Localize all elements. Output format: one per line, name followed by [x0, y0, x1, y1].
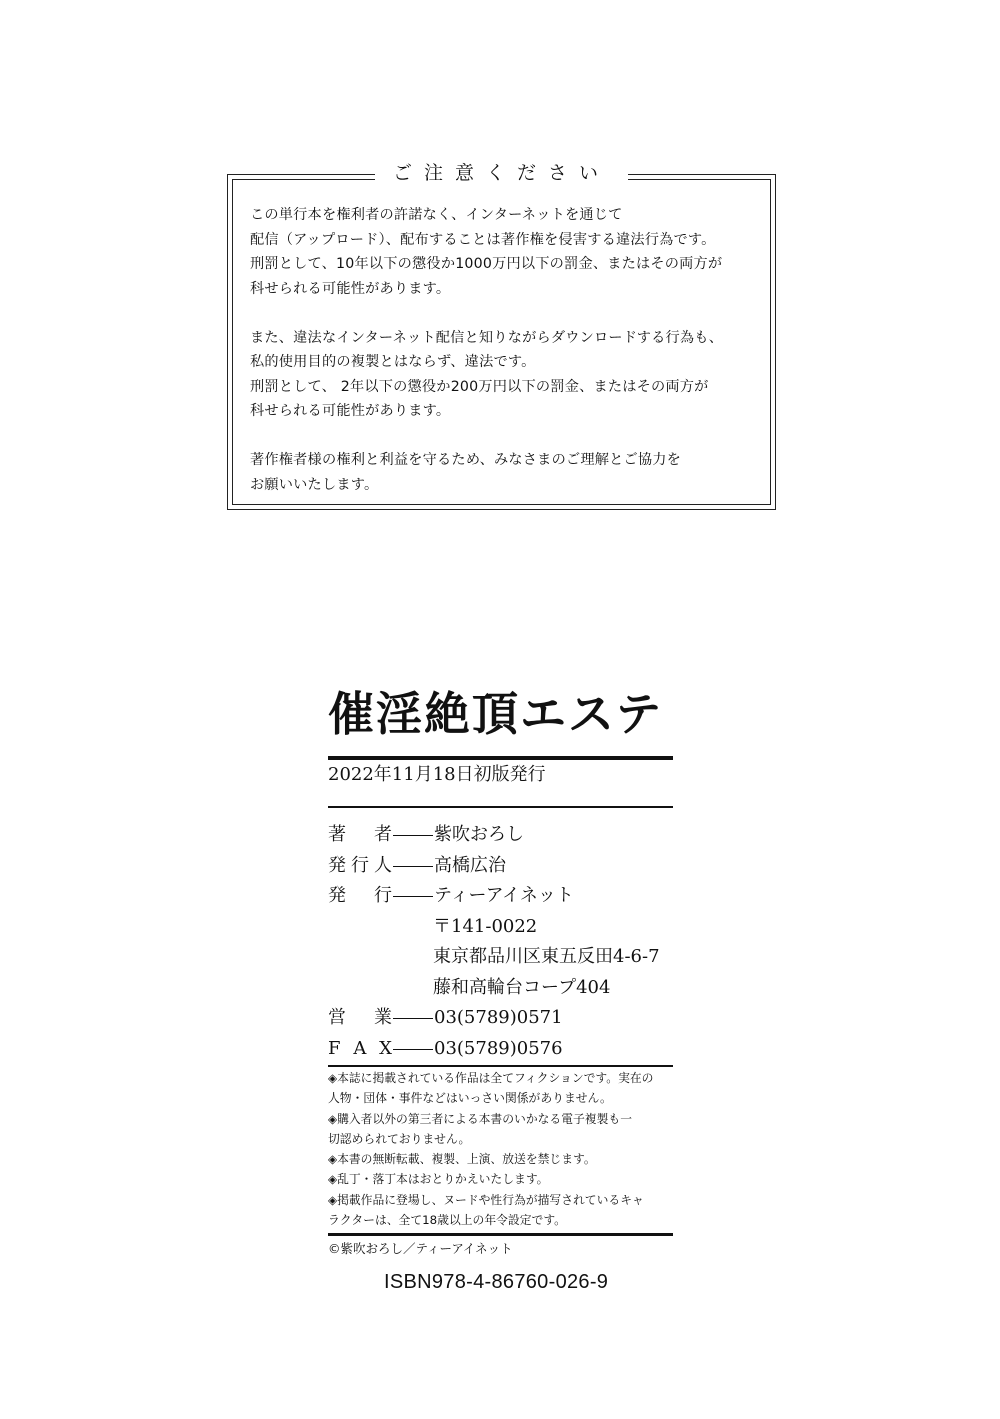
credit-dash [393, 820, 433, 836]
credit-label-char: 著 [328, 824, 346, 845]
credit-label [328, 851, 392, 882]
credits-block [328, 820, 660, 1064]
notice-line: 科せられる可能性があります。 [250, 280, 451, 297]
address-line-1: 東京都品川区東五反田4-6-7 [433, 946, 660, 967]
copyright-rule [328, 1233, 673, 1236]
fax-number: 03(5789)0576 [434, 1037, 563, 1059]
disclaimer-line: ◈本書の無断転載、複製、上演、放送を禁じます。 [328, 1152, 596, 1167]
notice-paragraph-2 [250, 326, 760, 424]
credit-row-fax [328, 1034, 660, 1065]
credit-dash [393, 881, 433, 897]
address-line-2: 藤和高輪台コープ404 [433, 976, 611, 998]
notice-title: ご注意ください [375, 161, 628, 185]
credit-label-char: 行 [351, 854, 369, 876]
credit-label [328, 1003, 392, 1034]
notice-line: 刑罰として、 2年以下の懲役か200万円以下の罰金、またはその両方が [250, 378, 709, 395]
author-name: 紫吹おろし [434, 824, 524, 845]
credit-label [328, 881, 392, 912]
notice-paragraph-3 [250, 448, 760, 497]
credit-dash [393, 1034, 433, 1050]
notice-paragraph-1 [250, 203, 760, 301]
sales-phone: 03(5789)0571 [434, 1007, 563, 1028]
publisher-name: ティーアイネット [434, 885, 574, 906]
credit-label-char: X [379, 1037, 392, 1059]
title-rule [328, 756, 673, 760]
disclaimer-line: ◈本誌に掲載されている作品は全てフィクションです。実在の [328, 1071, 654, 1085]
notice-line: 配信（アップロード）、配布することは著作権を侵害する違法行為です。 [250, 231, 716, 248]
publication-date: 2022年11月18日初版発行 [328, 764, 546, 785]
disclaimer-line: ◈掲載作品に登場し、ヌードや性行為が描写されているキャ [328, 1192, 644, 1207]
credit-row-publisher [328, 881, 660, 912]
disclaimers [328, 1068, 678, 1230]
credit-dash [393, 851, 433, 867]
disclaimer-top-rule [328, 1065, 673, 1067]
credit-label-char: 発 [328, 854, 346, 876]
credit-row-publisher-person [328, 851, 660, 882]
credit-label-char: 人 [374, 854, 392, 876]
credit-label-char: 営 [328, 1007, 346, 1028]
credit-label-char: 発 [328, 885, 346, 906]
publisher-person-name: 高橋広治 [434, 854, 506, 876]
notice-line: 著作権者様の権利と利益を守るため、みなさまのご理解とご協力を [250, 452, 682, 468]
notice-line: また、違法なインターネット配信と知りながらダウンロードする行為も、 [250, 329, 724, 346]
credit-row-sales [328, 1003, 660, 1034]
isbn: ISBN978-4-86760-026-9 [384, 1271, 609, 1293]
disclaimer-line: ◈購入者以外の第三者による本書のいかなる電子複製も一 [328, 1111, 632, 1126]
notice-line: 刑罰として、10年以下の懲役か1000万円以下の罰金、またはその両方が [250, 256, 723, 272]
notice-title-wrap [228, 161, 775, 185]
date-rule [328, 806, 673, 808]
notice-box [227, 162, 776, 510]
credit-row-author [328, 820, 660, 851]
credit-label-char: 業 [374, 1007, 392, 1028]
notice-line: 科せられる可能性があります。 [250, 403, 451, 419]
disclaimer-line: 人物・団体・事件などはいっさい関係がありません。 [328, 1091, 612, 1106]
disclaimer-line: 切認められておりません。 [328, 1131, 471, 1146]
credit-label [328, 1034, 392, 1065]
postal-code: 〒141-0022 [433, 915, 538, 937]
notice-line: 私的使用目的の複製とはならず、違法です。 [250, 354, 536, 370]
credit-label-char: 者 [374, 824, 392, 845]
copyright: ©紫吹おろし／ティーアイネット [328, 1241, 513, 1256]
disclaimer-line: ラクターは、全て18歳以上の年令設定です。 [328, 1213, 566, 1228]
notice-line: お願いいたします。 [250, 476, 379, 493]
credit-label-char: F [328, 1037, 341, 1059]
book-title: 催淫絶頂エステ [328, 687, 664, 741]
notice-body [250, 203, 760, 522]
credit-dash [393, 1003, 433, 1019]
credit-label-char: A [353, 1037, 367, 1059]
notice-line: この単行本を権利者の許諾なく、インターネットを通じて [250, 207, 623, 223]
credit-label [328, 820, 392, 851]
credit-label-char: 行 [374, 885, 392, 906]
disclaimer-line: ◈乱丁・落丁本はおとりかえいたします。 [328, 1172, 549, 1187]
